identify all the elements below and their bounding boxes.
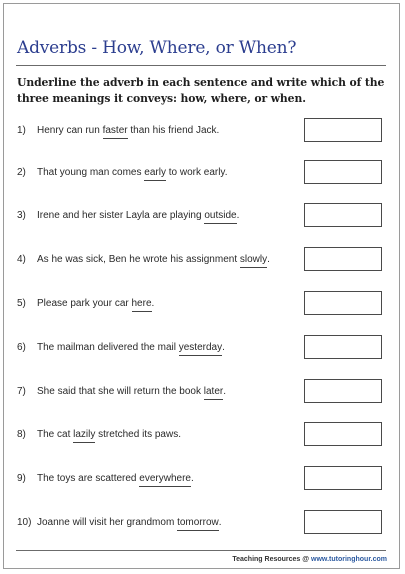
sentence-before: Irene and her sister Layla are playing — [37, 210, 205, 221]
item-number: 9) — [17, 473, 26, 484]
answer-box[interactable] — [304, 291, 382, 315]
worksheet-instructions: Underline the adverb in each sentence and write which of the three meanings it conveys: how, where, or when. — [17, 76, 385, 105]
exercise-item — [0, 466, 405, 492]
answer-box[interactable] — [304, 510, 382, 534]
sentence-after: . — [222, 342, 225, 353]
exercise-item — [0, 203, 405, 229]
exercise-item — [0, 160, 405, 186]
item-number: 2) — [17, 167, 26, 178]
item-number: 10) — [17, 517, 32, 528]
answer-box[interactable] — [304, 335, 382, 359]
exercise-item — [0, 510, 405, 536]
answer-box[interactable] — [304, 203, 382, 227]
sentence-after: . — [236, 210, 240, 221]
sentence-after: to work early. — [165, 167, 228, 178]
sentence-after: stretched its paws. — [95, 429, 181, 440]
exercise-item — [0, 247, 405, 273]
underlined-adverb: yesterday — [179, 342, 222, 356]
item-sentence — [37, 385, 226, 400]
sentence-after: . — [223, 386, 226, 397]
exercise-item — [0, 118, 405, 144]
sentence-after: . — [218, 517, 222, 528]
footer-label: Teaching Resources @ — [232, 556, 312, 563]
sentence-before: She said that she will return the book — [37, 386, 204, 397]
item-number: 3) — [17, 210, 26, 221]
sentence-before: Please park your car — [37, 298, 132, 309]
exercise-item — [0, 335, 405, 361]
item-number: 7) — [17, 386, 26, 397]
sentence-before: Henry can run — [37, 125, 103, 136]
item-number: 5) — [17, 298, 26, 309]
sentence-after: than his friend Jack. — [127, 125, 220, 136]
answer-box[interactable] — [304, 247, 382, 271]
underlined-adverb: outside — [204, 210, 236, 224]
exercise-item — [0, 422, 405, 448]
sentence-before: The toys are scattered — [37, 473, 140, 484]
item-sentence — [37, 341, 225, 356]
answer-box[interactable] — [304, 422, 382, 446]
title-divider — [16, 65, 386, 66]
sentence-before: Joanne will visit her grandmom — [37, 517, 178, 528]
underlined-adverb: faster — [103, 125, 128, 139]
item-number: 1) — [17, 125, 26, 136]
footer — [232, 555, 387, 564]
sentence-after: . — [190, 473, 194, 484]
item-number: 6) — [17, 342, 26, 353]
underlined-adverb: lazily — [73, 429, 95, 443]
underlined-adverb: everywhere — [139, 473, 191, 487]
item-sentence — [37, 297, 154, 312]
item-sentence — [37, 166, 227, 181]
sentence-before: That young man comes — [37, 167, 145, 178]
underlined-adverb: later — [204, 386, 223, 400]
item-number: 4) — [17, 254, 26, 265]
sentence-before: The mailman delivered the mail — [37, 342, 179, 353]
exercise-item — [0, 379, 405, 405]
item-sentence — [37, 124, 219, 139]
item-sentence — [37, 209, 239, 224]
answer-box[interactable] — [304, 160, 382, 184]
item-sentence — [37, 516, 222, 531]
underlined-adverb: tomorrow — [177, 517, 219, 531]
footer-divider — [16, 550, 386, 551]
sentence-before: The cat — [37, 429, 74, 440]
sentence-after: . — [151, 298, 155, 309]
item-sentence — [37, 253, 270, 268]
item-number: 8) — [17, 429, 26, 440]
underlined-adverb: early — [144, 167, 166, 181]
underlined-adverb: here — [132, 298, 152, 312]
answer-box[interactable] — [304, 379, 382, 403]
item-sentence — [37, 472, 194, 487]
underlined-adverb: slowly — [240, 254, 267, 268]
item-sentence — [37, 428, 181, 443]
answer-box[interactable] — [304, 118, 382, 142]
answer-box[interactable] — [304, 466, 382, 490]
sentence-after: . — [267, 254, 270, 265]
exercise-item — [0, 291, 405, 317]
footer-link[interactable]: www.tutoringhour.com — [311, 556, 387, 563]
sentence-before: As he was sick, Ben he wrote his assignment — [37, 254, 240, 265]
worksheet-title: Adverbs - How, Where, or When? — [17, 38, 297, 58]
